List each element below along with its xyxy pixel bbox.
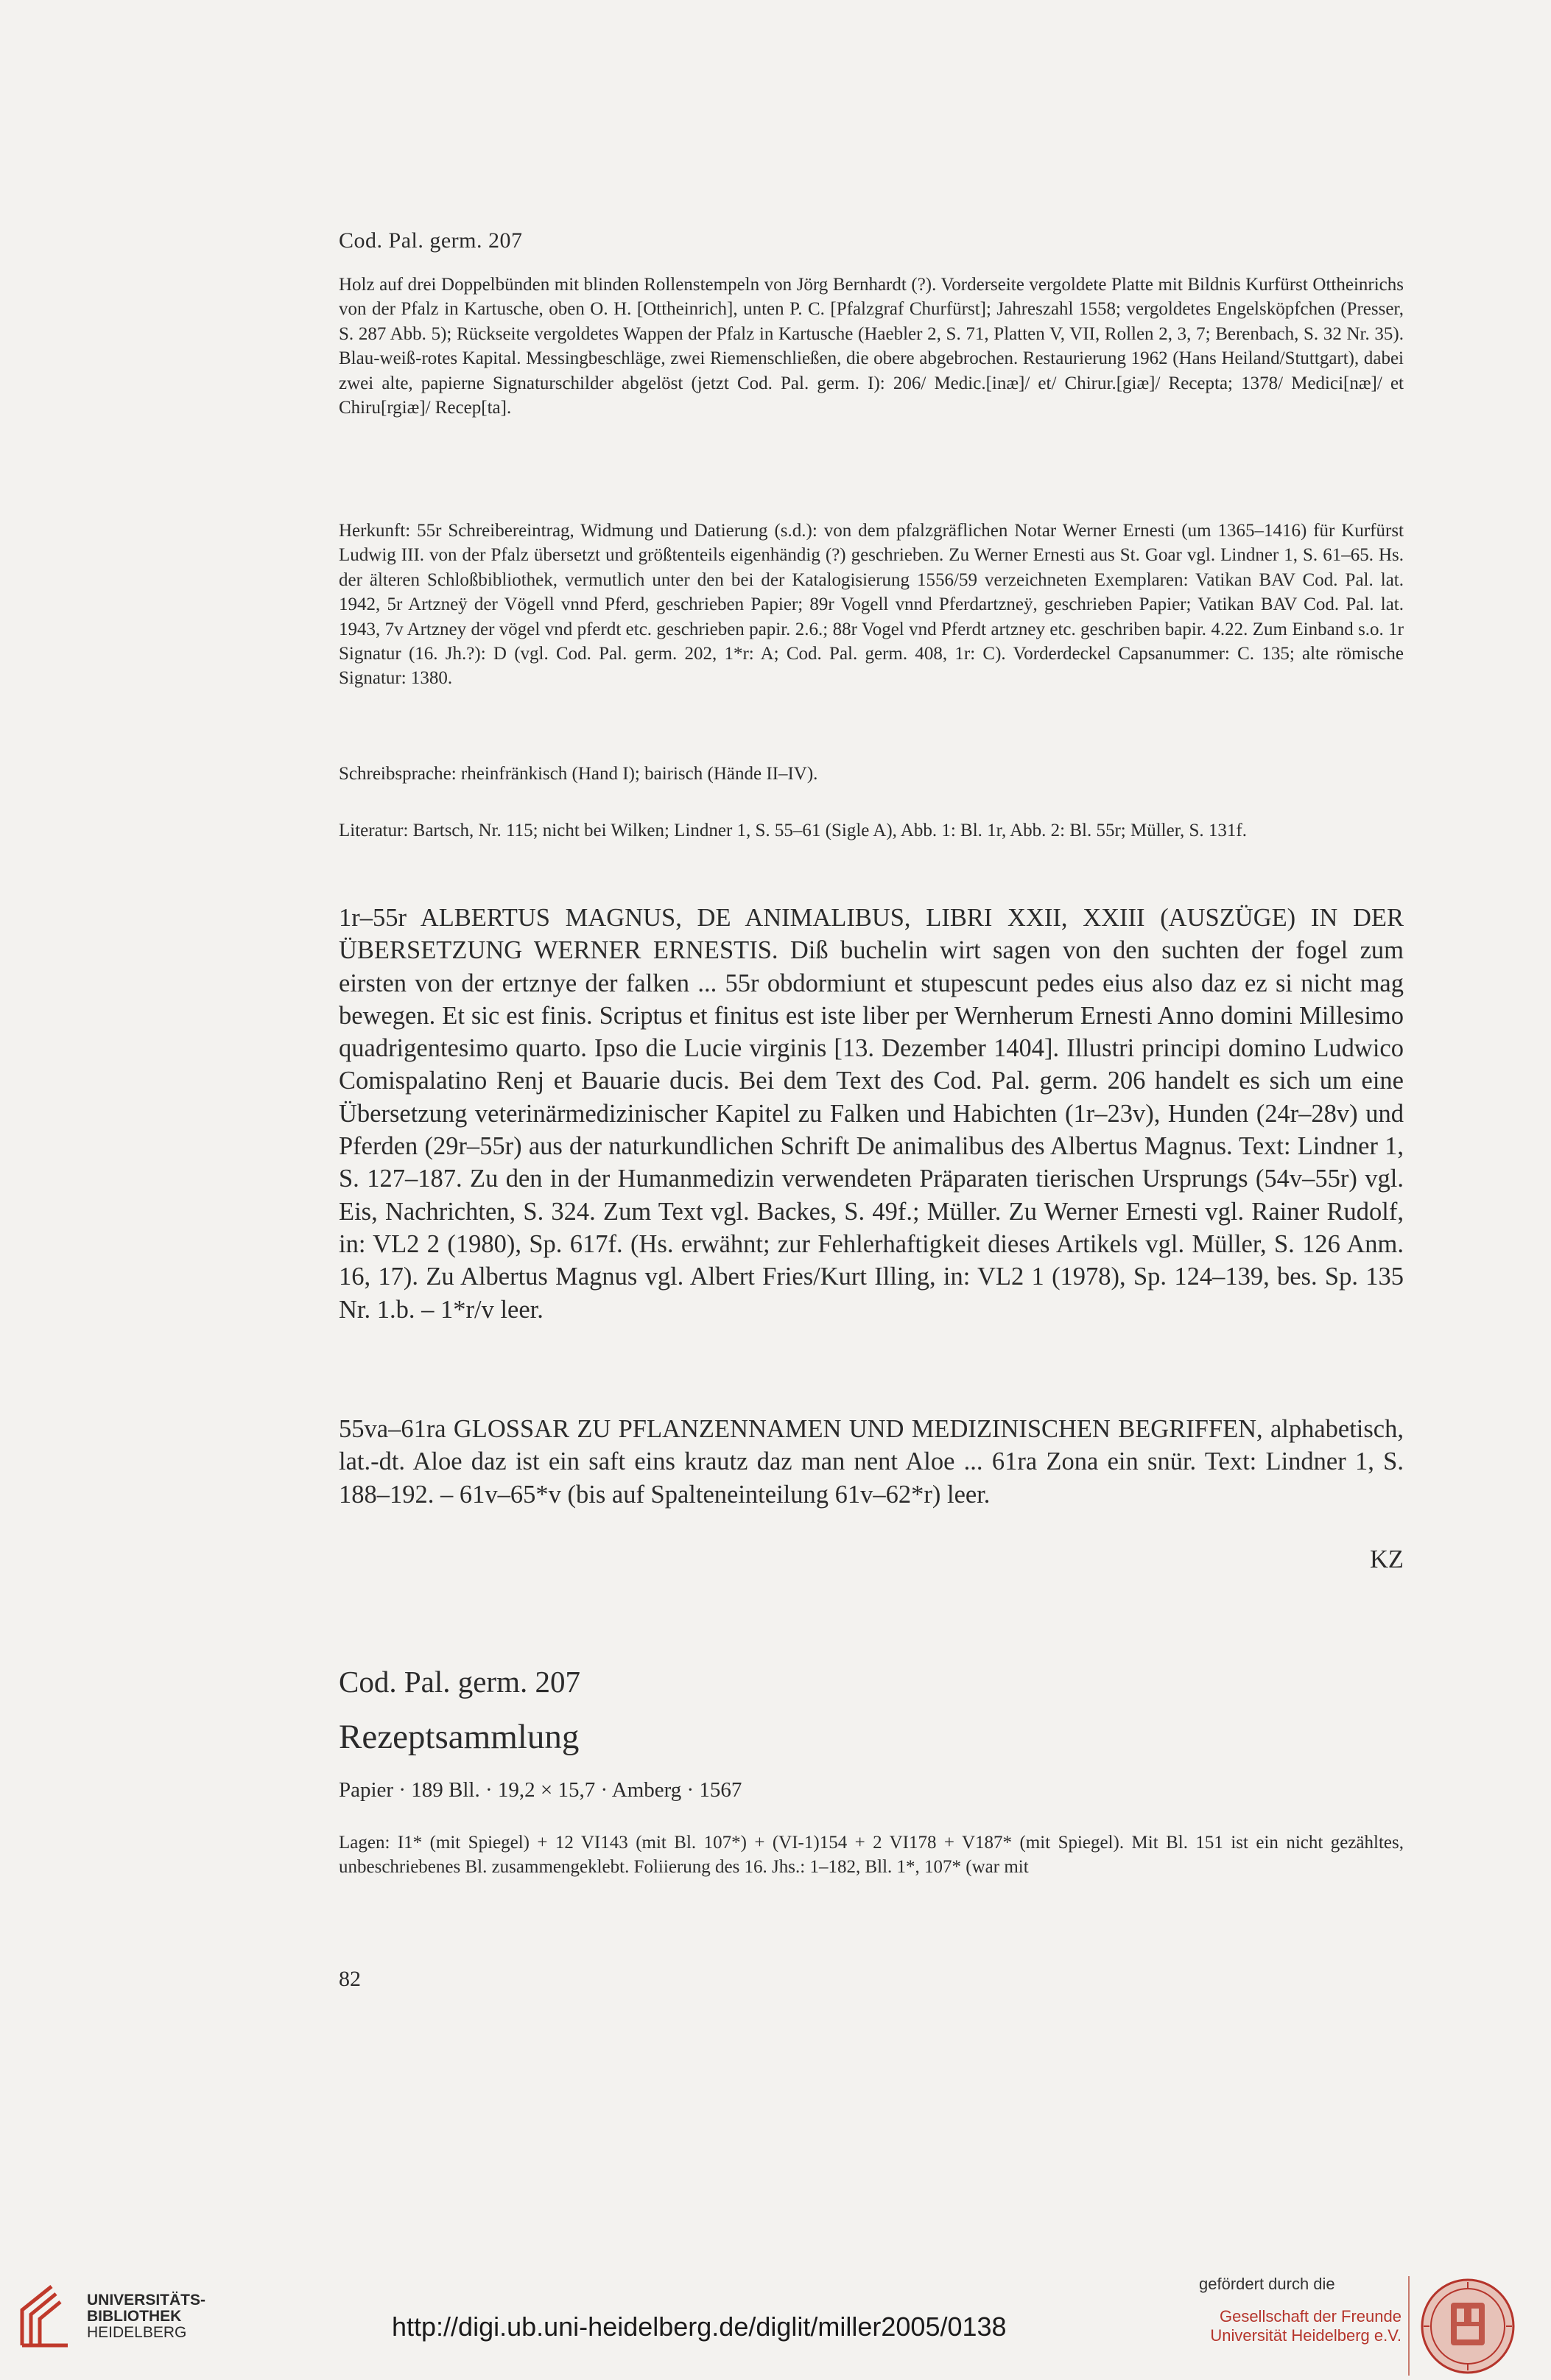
schreibsprache-paragraph: Schreibsprache: rheinfränkisch (Hand I); bairisch (Hände II–IV). [339, 764, 818, 784]
library-name-line-3: HEIDELBERG [87, 2324, 187, 2341]
sponsor-line-1: Gesellschaft der Freunde [1219, 2307, 1401, 2325]
footer-divider [1408, 2276, 1410, 2376]
library-name [87, 2292, 205, 2341]
permalink-url[interactable]: http://digi.ub.uni-heidelberg.de/diglit/miller2005/0138 [392, 2311, 1007, 2342]
author-initials: KZ [1370, 1545, 1404, 1573]
content-entry-1 [339, 902, 1404, 1326]
next-shelfmark: Cod. Pal. germ. 207 [339, 1665, 580, 1699]
entry-1-paragraph: 1r–55r ALBERTUS MAGNUS, DE ANIMALIBUS, LIBRI XXII, XXIII (AUSZÜGE) IN DER ÜBERSETZUNG WERNER ERNESTIS. Diß buchelin wirt sagen von den suchten der fogel zum eirsten von der ertznye der falken ... 55r obdormiunt et stupescunt pedes eius also daz ez si nicht mag bewegen. Et sic est finis. Scriptus et finitus est iste liber per Wernherum Ernesti Anno domini Millesimo quadrigentesimo quarto. Ipso die Lucie virginis [13. Dezember 1404]. Illustri principi domino Ludwico Comispalatino Renj et Bauarie ducis. Bei dem Text des Cod. Pal. germ. 206 handelt es sich um eine Übersetzung veterinärmedizinischer Kapitel zu Falken und Habichten (1r–23v), Hunden (24r–28v) und Pferden (29r–55r) aus der naturkundlichen Schrift De animalibus des Albertus Magnus. Text: Lindner 1, S. 127–187. Zu den in der Humanmedizin verwendeten Präparaten tierischen Ursprungs (54v–55r) vgl. Eis, Nachrichten, S. 324. Zum Text vgl. Backes, S. 49f.; Müller. Zu Werner Ernesti vgl. Rainer Rudolf, in: VL2 2 (1980), Sp. 617f. (Hs. erwähnt; zur Fehlerhaftigkeit dieses Artikels vgl. Müller, S. 126 Anm. 16, 17). Zu Albertus Magnus vgl. Albert Fries/Kurt Illing, in: VL2 1 (1978), Sp. 124–139, bes. Sp. 135 Nr. 1.b. – 1*r/v leer. [339, 904, 1404, 1324]
library-name-line-1: UNIVERSITÄTS- [87, 2292, 206, 2309]
sponsor-name [1181, 2307, 1401, 2345]
binding-description [339, 273, 1404, 420]
lagen-paragraph: Lagen: I1* (mit Spiegel) + 12 VI143 (mit Bl. 107*) + (VI-1)154 + 2 VI178 + V187* (mit Spiegel). Mit Bl. 151 ist ein nicht gezähltes, unbeschriebenes Bl. zusammengeklebt. Foliierung des 16. Jhs.: 1–182, Bll. 1*, 107* (war mit [339, 1833, 1404, 1878]
literature-section [339, 818, 1404, 843]
provenance-section [339, 519, 1404, 691]
library-name-line-2: BIBLIOTHEK [87, 2308, 182, 2325]
next-lagen [339, 1830, 1404, 1880]
entry-2-paragraph: 55va–61ra GLOSSAR ZU PFLANZENNAMEN UND MEDIZINISCHEN BEGRIFFEN, alphabetisch, lat.-dt. Aloe daz ist ein saft eins krautz daz man nent Aloe ... 61ra Zona ein snür. Text: Lindner 1, S. 188–192. – 61v–65*v (bis auf Spalteneinteilung 61v–62*r) leer. [339, 1415, 1404, 1509]
next-physical-description: Papier · 189 Bll. · 19,2 × 15,7 · Amberg · 1567 [339, 1778, 742, 1802]
sponsor-line-2: Universität Heidelberg e.V. [1210, 2326, 1401, 2345]
university-library-logo-icon [16, 2282, 79, 2348]
content-entry-2 [339, 1413, 1404, 1511]
herkunft-paragraph: Herkunft: 55r Schreibereintrag, Widmung und Datierung (s.d.): von dem pfalzgräflichen Notar Werner Ernesti (um 1365–1416) für Kurfürst Ludwig III. von der Pfalz übersetzt und größtenteils eigenhändig (?) geschrieben. Zu Werner Ernesti aus St. Goar vgl. Lindner 1, S. 61–65. Hs. der älteren Schloßbibliothek, vermutlich unter den bei der Katalogisierung 1556/59 verzeichneten Exemplaren: Vatikan BAV Cod. Pal. lat. 1942, 5r Artzneÿ der Vögell vnnd Pferd, geschrieben Papier; 89r Vogell vnnd Pferdartzneÿ, geschrieben Papier; Vatikan BAV Cod. Pal. lat. 1943, 7v Artzney der vögel vnd pferdt etc. geschrieben papir. 2.6.; 88r Vogel vnd Pferdt artzney etc. geschriben bapir. 4.22. Zum Einband s.o. 1r Signatur (16. Jh.?): D (vgl. Cod. Pal. germ. 202, 1*r: A; Cod. Pal. germ. 408, 1r: C). Vorderdeckel Capsanummer: C. 135; alte römische Signatur: 1380. [339, 521, 1404, 689]
running-head: Cod. Pal. germ. 207 [339, 228, 523, 253]
university-seal-icon [1420, 2278, 1516, 2375]
page-number: 82 [339, 1967, 361, 1991]
sponsor-intro: gefördert durch die [1199, 2275, 1335, 2293]
next-title: Rezeptsammlung [339, 1718, 580, 1756]
binding-paragraph: Holz auf drei Doppelbünden mit blinden Rollenstempeln von Jörg Bernhardt (?). Vorderseite vergoldete Platte mit Bildnis Kurfürst Ottheinrichs von der Pfalz in Kartusche, oben O. H. [Ottheinrich], unten P. C. [Pfalzgraf Churfürst]; Jahreszahl 1558; vergoldetes Engelsköpfchen (Presser, S. 287 Abb. 5); Rückseite vergoldetes Wappen der Pfalz in Kartusche (Haebler 2, S. 71, Platten V, VII, Rollen 2, 3, 7; Berenbach, S. 32 Nr. 35). Blau-weiß-rotes Kapital. Messingbeschläge, zwei Riemenschließen, die obere abgebrochen. Restaurierung 1962 (Hans Heiland/Stuttgart), dabei zwei alte, papierne Signaturschilder abgelöst (jetzt Cod. Pal. germ. I): 206/ Medic.[inæ]/ et/ Chirur.[giæ]/ Recepta; 1378/ Medici[næ]/ et Chiru[rgiæ]/ Recep[ta]. [339, 275, 1404, 418]
digital-library-footer [0, 2269, 1551, 2380]
language-section [339, 762, 1404, 786]
literatur-paragraph: Literatur: Bartsch, Nr. 115; nicht bei Wilken; Lindner 1, S. 55–61 (Sigle A), Abb. 1: Bl. 1r, Abb. 2: Bl. 55r; Müller, S. 131f. [339, 821, 1247, 840]
